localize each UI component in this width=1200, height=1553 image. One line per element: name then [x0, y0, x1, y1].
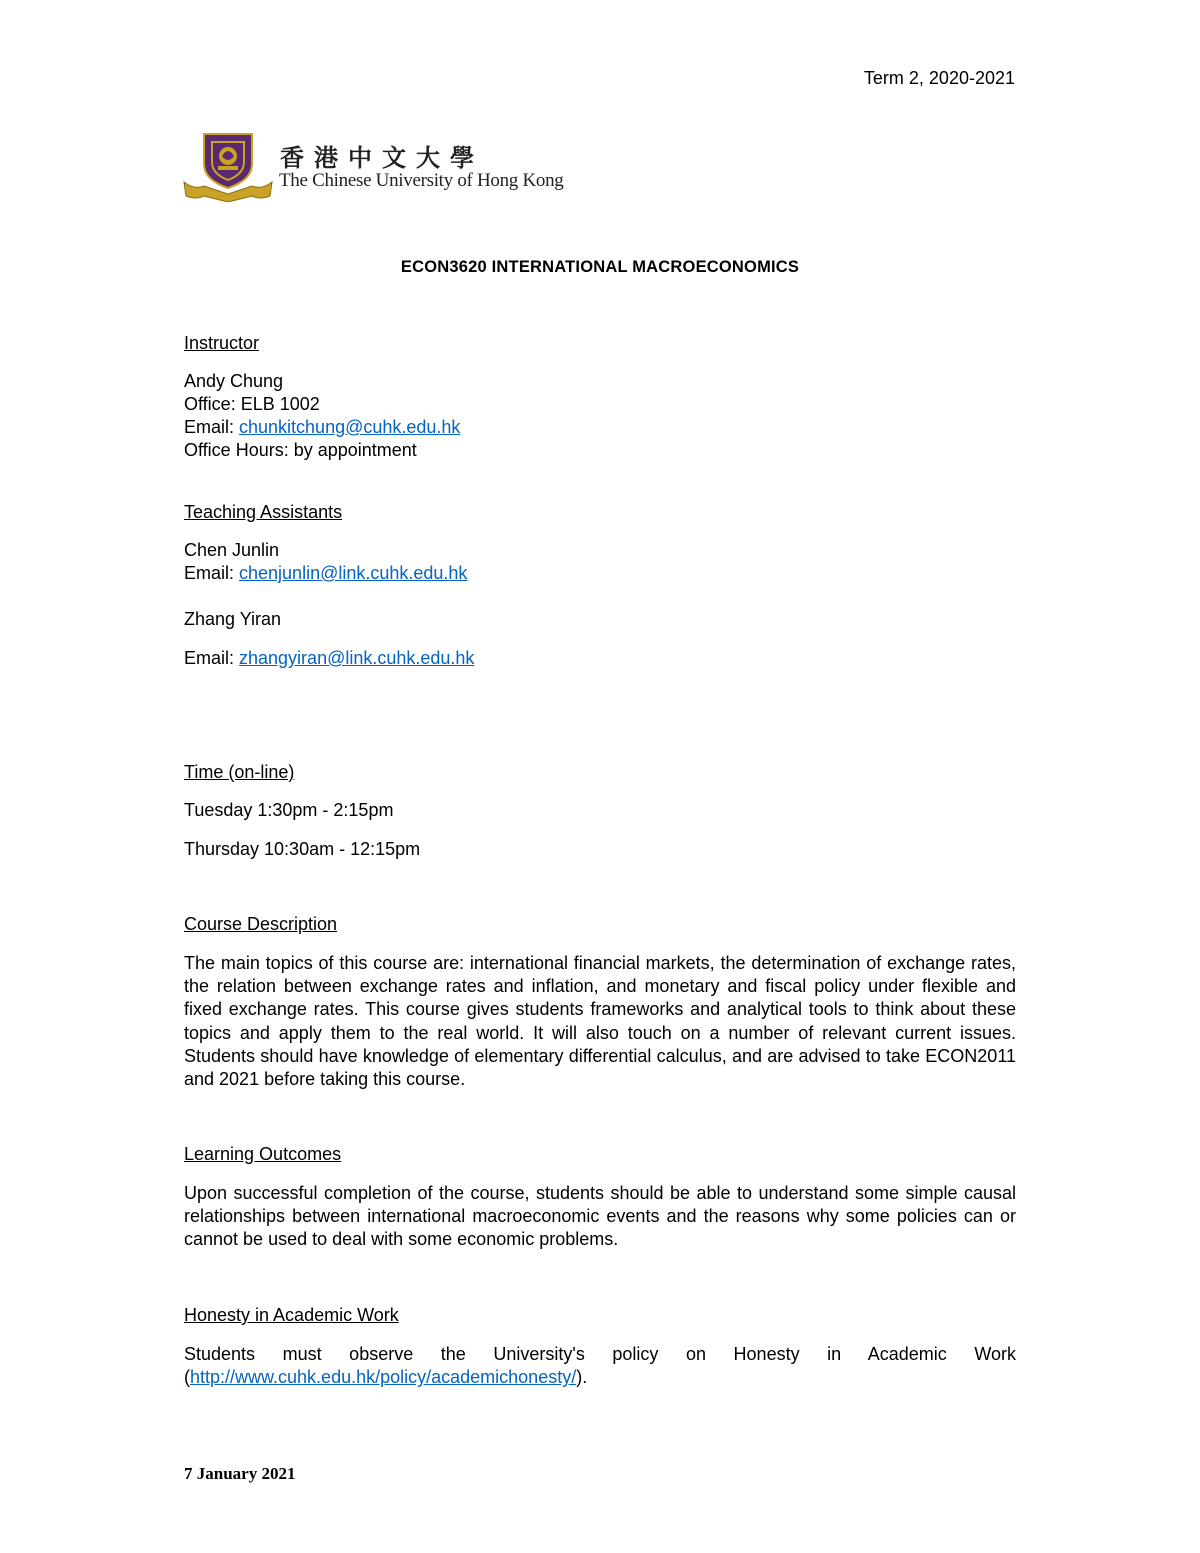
logo-chinese-name: 香港中文大學	[280, 143, 484, 172]
ta-email-link[interactable]: chenjunlin@link.cuhk.edu.hk	[239, 563, 468, 583]
instructor-heading: Instructor	[184, 333, 260, 353]
university-logo	[182, 130, 582, 202]
ta-email-link[interactable]: zhangyiran@link.cuhk.edu.hk	[239, 648, 475, 668]
crest-icon	[182, 130, 274, 202]
time-slot: Thursday 10:30am - 12:15pm	[184, 839, 421, 859]
learning-outcomes-text: Upon successful completion of the course, students should be able to understand some simple causal relationships between international macroeconomic events and the reasons why some policies can or cannot be used to deal with some economic problems.	[184, 1183, 1016, 1250]
course-description-heading: Course Description	[184, 914, 338, 934]
honesty-policy-link[interactable]: http://www.cuhk.edu.hk/policy/academichonesty/	[190, 1367, 577, 1388]
time-heading: Time (on-line)	[184, 762, 295, 782]
logo-english-name: The Chinese University of Hong Kong	[279, 170, 564, 191]
term-label: Term 2, 2020-2021	[863, 68, 1015, 88]
instructor-office-hours: Office Hours: by appointment	[184, 440, 417, 460]
ta-name: Zhang Yiran	[184, 609, 282, 629]
instructor-email-link[interactable]: chunkitchung@cuhk.edu.hk	[239, 417, 461, 437]
time-slot: Tuesday 1:30pm - 2:15pm	[184, 800, 394, 820]
honesty-heading: Honesty in Academic Work	[184, 1305, 399, 1325]
instructor-name: Andy Chung	[184, 371, 284, 391]
svg-text:· · · ·: · · · ·	[221, 193, 235, 200]
ta-name: Chen Junlin	[184, 540, 280, 560]
footer-date: 7 January 2021	[184, 1464, 296, 1483]
ta-email-line	[184, 647, 474, 670]
instructor-email-line	[184, 416, 460, 439]
ta-email-label: Email:	[184, 563, 240, 583]
learning-outcomes-heading: Learning Outcomes	[184, 1144, 342, 1164]
ta-heading: Teaching Assistants	[184, 502, 343, 522]
honesty-text-after: ).	[576, 1367, 588, 1388]
ta-email-line	[184, 562, 467, 585]
ta-email-label: Email:	[184, 648, 240, 668]
honesty-text	[184, 1343, 1016, 1389]
course-description-text: The main topics of this course are: international financial markets, the determination of exchange rates, the relation between exchange rates and inflation, and monetary and fiscal policy under flexible and fixed exchange rates. This course gives students frameworks and analytical tools to think about these topics and apply them to the real world. It will also touch on a number of relevant current issues. Students should have knowledge of elementary differential calculus, and are advised to take ECON2011 and 2021 before taking this course.	[184, 953, 1016, 1090]
instructor-email-label: Email:	[184, 417, 240, 437]
instructor-office: Office: ELB 1002	[184, 394, 320, 414]
honesty-text-before: Students must observe the University's policy on Honesty in Academic Work (	[184, 1344, 1016, 1388]
course-title: ECON3620 INTERNATIONAL MACROECONOMICS	[400, 258, 800, 276]
